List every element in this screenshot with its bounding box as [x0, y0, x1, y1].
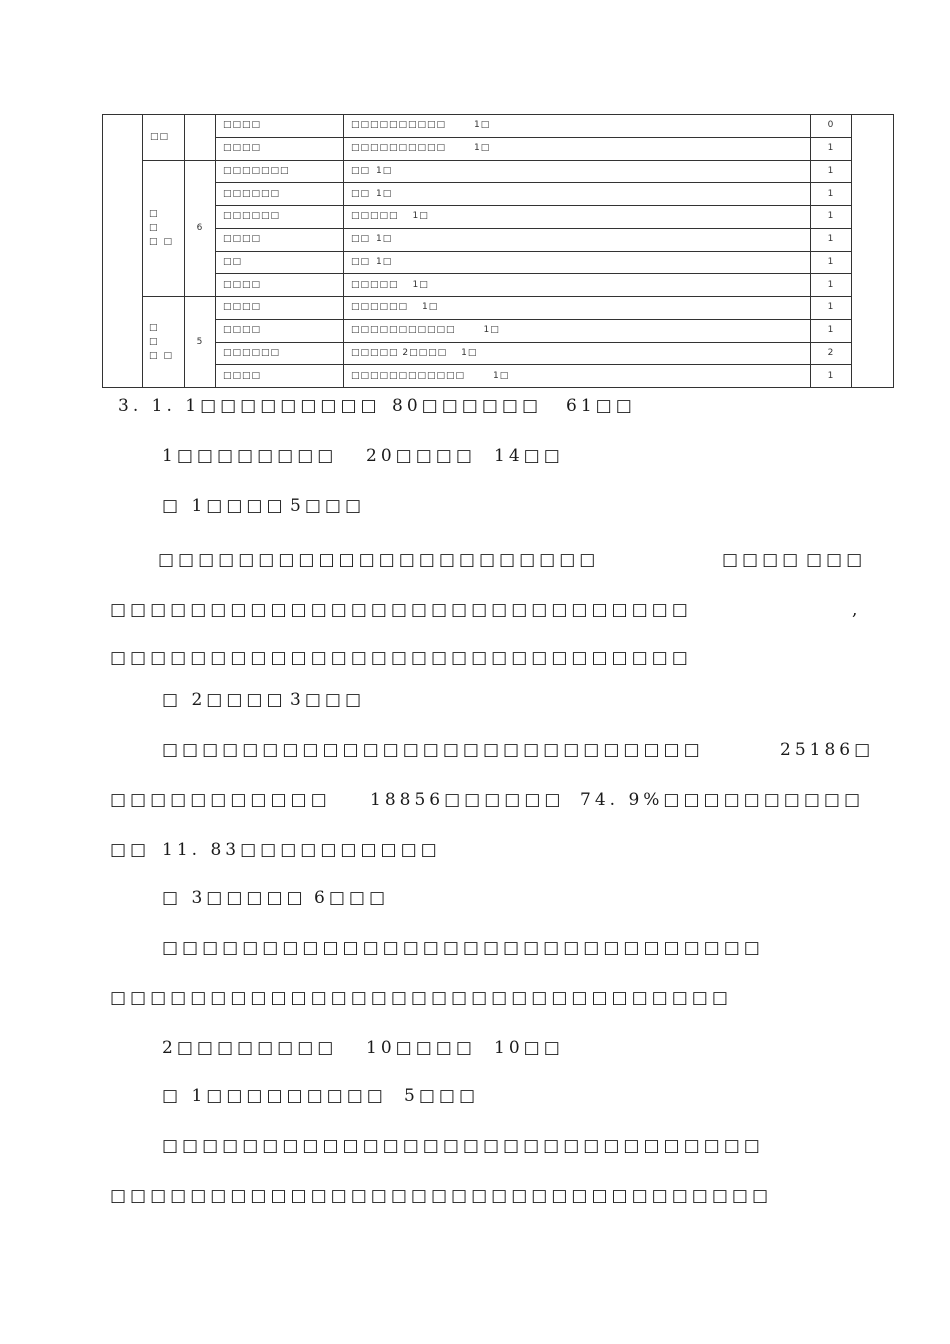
subheading-text: 1□□□□□□□□ [162, 446, 338, 466]
desc-cell [344, 160, 811, 183]
paragraph-line [0, 1136, 764, 1176]
item-heading [0, 496, 366, 556]
paragraph-text: □□□□□□□□□□□□□□□□□□□□□□□□□□□□□ [110, 600, 692, 620]
score-cell: 1 [811, 206, 852, 229]
desc-text: □□□□□□□□□□ [351, 143, 447, 154]
paragraph-text: 11. 83□□□□□□□□□□ [162, 840, 441, 860]
subheading-result: 14□□ [494, 446, 564, 466]
table-row [103, 342, 894, 365]
score-cell: 1 [811, 183, 852, 206]
qty-text: 1□ [412, 279, 429, 290]
desc-cell [344, 365, 811, 388]
item-cell: □□□□ [216, 365, 344, 388]
score-cell: 1 [811, 319, 852, 342]
paragraph-text: □□ [110, 840, 151, 860]
item-cell: □□□□ [216, 274, 344, 297]
table-row [103, 274, 894, 297]
paragraph-text: □□□□□□□□□□□□□□□□□□□□□□□□□□□□□□□□□ [110, 1186, 773, 1206]
table-row [103, 228, 894, 251]
desc-cell [344, 274, 811, 297]
paragraph-text: □□□□□□□□□□□□□□□□□□□□□□□□□□□□□□ [162, 1136, 764, 1156]
paragraph-line [0, 988, 732, 1028]
subheading-result: 10□□ [494, 1038, 564, 1058]
desc-cell [344, 206, 811, 229]
subheading-score: 20□□□□ [366, 446, 476, 466]
count-cell: 6 [185, 160, 216, 297]
item-heading-text: □ 3□□□□□ [162, 888, 307, 908]
heading-score: 80□□□□□□ [392, 396, 543, 416]
paragraph-text: □□□□□□□□□□□□□□□□□□□□□□□□□□□□□□ [162, 938, 764, 958]
item-heading-text: □ 2□□□□ [162, 690, 287, 710]
paragraph-text: □□□□□□□□□□□□□□□□□□□□□□ [158, 550, 600, 570]
score-cell: 1 [811, 365, 852, 388]
desc-cell [344, 297, 811, 320]
desc-text: □□□□□ [351, 211, 399, 222]
item-cell: □□□□ [216, 319, 344, 342]
item-heading-text: □ 1□□□□□□□□□ [162, 1086, 387, 1106]
desc-text: □□□□□□□□□□ [351, 120, 447, 131]
heading-text: 3. 1. 1□□□□□□□□□ [118, 396, 381, 416]
table-row [103, 137, 894, 160]
subheading-text: 2□□□□□□□□ [162, 1038, 338, 1058]
paragraph-text: □□□ [806, 550, 867, 570]
count-cell [185, 115, 216, 161]
table-row [103, 206, 894, 229]
paragraph-text: 18856□□□□□□ [370, 790, 565, 810]
desc-cell [344, 115, 811, 138]
desc-cell [344, 342, 811, 365]
item-heading-score: 6□□□ [314, 888, 390, 908]
desc-text: □□ [351, 256, 371, 267]
desc-text: □□□□□ [351, 279, 399, 290]
group-cell: □ □ □□ [143, 297, 185, 388]
desc-text: □□□□□□□□□□□□ [351, 370, 466, 381]
group-cell: □ □ □□ [143, 160, 185, 297]
item-heading-score: 5□□□ [290, 496, 366, 516]
paragraph-text: □□□□□□□□□□□□□□□□□□□□□□□□□□□ [162, 740, 704, 760]
qty-text: 1□ [474, 120, 491, 131]
score-cell: 1 [811, 160, 852, 183]
desc-text: □□ [351, 165, 371, 176]
item-heading-score: 5□□□ [404, 1086, 480, 1106]
desc-cell [344, 251, 811, 274]
table-row [103, 319, 894, 342]
desc-cell [344, 228, 811, 251]
qty-text: 1□ [483, 325, 500, 336]
item-cell: □□□□ [216, 115, 344, 138]
count-cell: 5 [185, 297, 216, 388]
desc-text: □□□□□□□□□□□ [351, 325, 456, 336]
item-cell: □□□□□□□ [216, 160, 344, 183]
subheading-score: 10□□□□ [366, 1038, 476, 1058]
item-cell: □□□□□□ [216, 342, 344, 365]
desc-cell [344, 137, 811, 160]
group-cell: □□ [143, 115, 185, 161]
score-table [102, 114, 894, 388]
score-cell: 1 [811, 251, 852, 274]
qty-text: 1□ [461, 347, 478, 358]
item-heading-text: □ 1□□□□ [162, 496, 287, 516]
desc-cell [344, 319, 811, 342]
table-row [103, 365, 894, 388]
qty-text: 1□ [474, 143, 491, 154]
score-cell: 1 [811, 297, 852, 320]
score-cell: 0 [811, 115, 852, 138]
qty-text: 1□ [412, 211, 429, 222]
qty-text: 1□ [493, 370, 510, 381]
item-heading-score: 3□□□ [290, 690, 366, 710]
table-row [103, 297, 894, 320]
desc-text: □□□□□ 2□□□□ [351, 347, 448, 358]
table-row [103, 160, 894, 183]
paragraph-text: □□□□□□□□□□□□□□□□□□□□□□□□□□□□□ [110, 648, 692, 668]
heading-result: 61□□ [566, 396, 636, 416]
desc-text: □□□□□□ [351, 302, 409, 313]
outer-right-cell [852, 115, 894, 388]
desc-text: □□ [351, 234, 371, 245]
paragraph-text: □□□□ [722, 550, 803, 570]
paragraph-text: , [852, 600, 862, 620]
item-cell: □□ [216, 251, 344, 274]
score-cell: 1 [811, 274, 852, 297]
table-row [103, 115, 894, 138]
score-cell: 2 [811, 342, 852, 365]
item-cell: □□□□ [216, 297, 344, 320]
qty-text: 1□ [376, 188, 393, 199]
table-row [103, 251, 894, 274]
qty-text: 1□ [376, 256, 393, 267]
score-cell: 1 [811, 228, 852, 251]
outer-left-cell [103, 115, 143, 388]
paragraph-line [0, 938, 764, 978]
paragraph-text: 25186□ [780, 740, 875, 760]
item-cell: □□□□□□ [216, 206, 344, 229]
paragraph-text: □□□□□□□□□□□ [110, 790, 331, 810]
table-row [103, 183, 894, 206]
paragraph-text: 74. 9%□□□□□□□□□□ [580, 790, 865, 810]
qty-text: 1□ [376, 234, 393, 245]
qty-text: 1□ [376, 165, 393, 176]
desc-text: □□ [351, 188, 371, 199]
paragraph-line [0, 1186, 773, 1226]
paragraph-text: □□□□□□□□□□□□□□□□□□□□□□□□□□□□□□□ [110, 988, 732, 1008]
item-cell: □□□□□□ [216, 183, 344, 206]
qty-text: 1□ [422, 302, 439, 313]
item-cell: □□□□ [216, 228, 344, 251]
desc-cell [344, 183, 811, 206]
score-cell: 1 [811, 137, 852, 160]
paragraph-line [0, 648, 692, 688]
item-cell: □□□□ [216, 137, 344, 160]
